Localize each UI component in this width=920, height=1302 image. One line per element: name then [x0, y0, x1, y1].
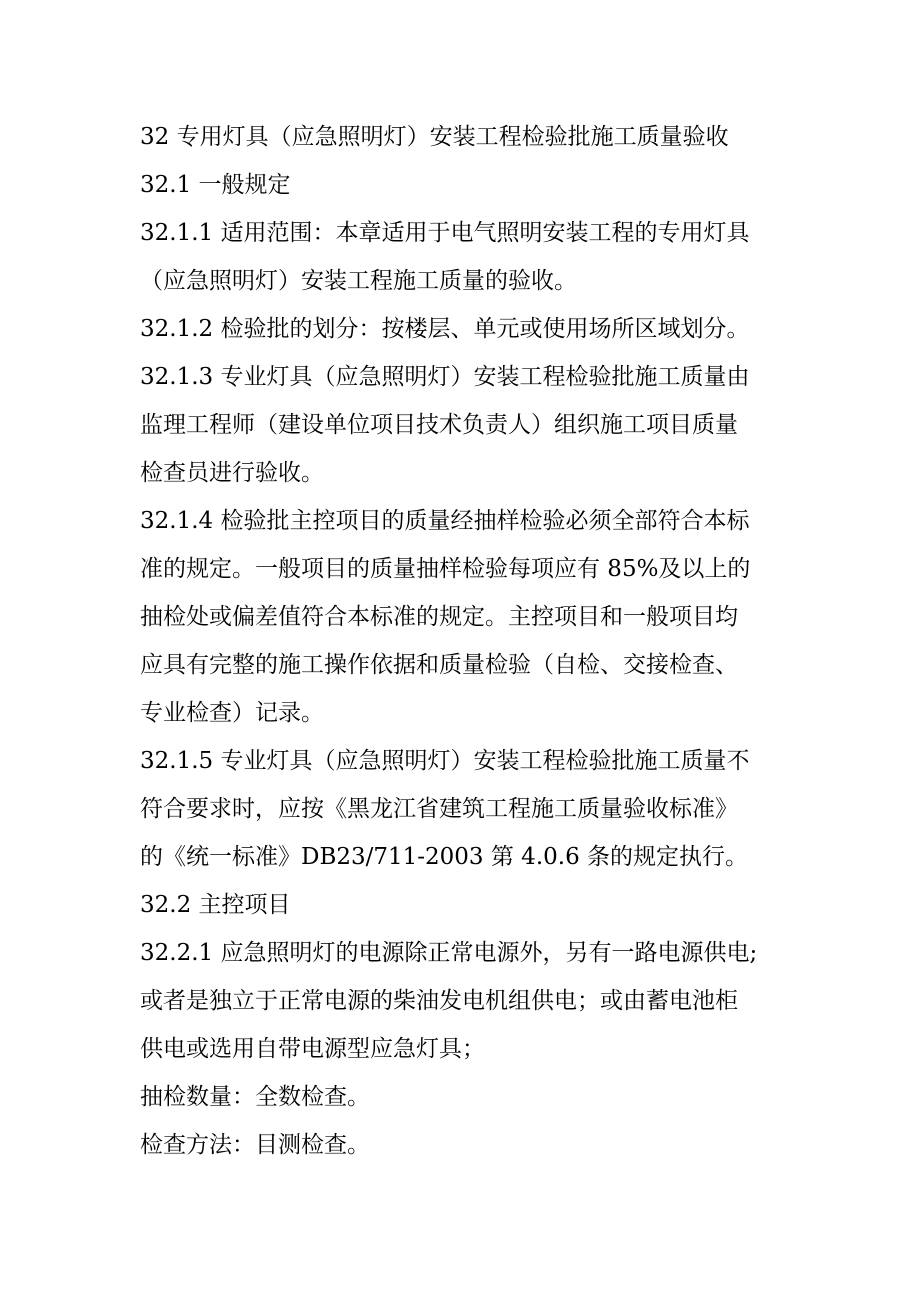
text-line: 32.2 主控项目: [140, 892, 291, 918]
document-page: [140, 113, 770, 1169]
text-line: 32 专用灯具（应急照明灯）安装工程检验批施工质量验收: [140, 124, 729, 150]
text-line: 32.1.5 专业灯具（应急照明灯）安装工程检验批施工质量不: [140, 748, 750, 774]
text-line: 供电或选用自带电源型应急灯具；: [140, 1036, 485, 1062]
text-line: 准的规定。一般项目的质量抽样检验每项应有 85%及以上的: [140, 556, 751, 582]
text-line: 抽检数量：全数检查。: [140, 1084, 370, 1110]
text-line: 抽检处或偏差值符合本标准的规定。主控项目和一般项目均: [140, 604, 738, 630]
text-line: （应急照明灯）安装工程施工质量的验收。: [140, 268, 577, 294]
text-line: 的《统一标准》DB23/711-2003 第 4.0.6 条的规定执行。: [140, 844, 749, 870]
text-line: 32.1.3 专业灯具（应急照明灯）安装工程检验批施工质量由: [140, 364, 750, 390]
text-line: 专业检查）记录。: [140, 700, 324, 726]
text-line: 符合要求时，应按《黑龙江省建筑工程施工质量验收标准》: [140, 796, 738, 822]
text-line: 32.2.1 应急照明灯的电源除正常电源外，另有一路电源供电;: [140, 940, 758, 966]
text-line: 检查员进行验收。: [140, 460, 324, 486]
text-line: 或者是独立于正常电源的柴油发电机组供电；或由蓄电池柜: [140, 988, 738, 1014]
text-line: 监理工程师（建设单位项目技术负责人）组织施工项目质量: [140, 412, 738, 438]
text-line: 32.1.4 检验批主控项目的质量经抽样检验必须全部符合本标: [140, 508, 750, 534]
text-line: 应具有完整的施工操作依据和质量检验（自检、交接检查、: [140, 652, 738, 678]
text-line: 检查方法：目测检查。: [140, 1132, 370, 1158]
text-line: 32.1 一般规定: [140, 172, 291, 198]
text-line: 32.1.1 适用范围：本章适用于电气照明安装工程的专用灯具: [140, 220, 750, 246]
text-line: 32.1.2 检验批的划分：按楼层、单元或使用场所区域划分。: [140, 316, 750, 342]
